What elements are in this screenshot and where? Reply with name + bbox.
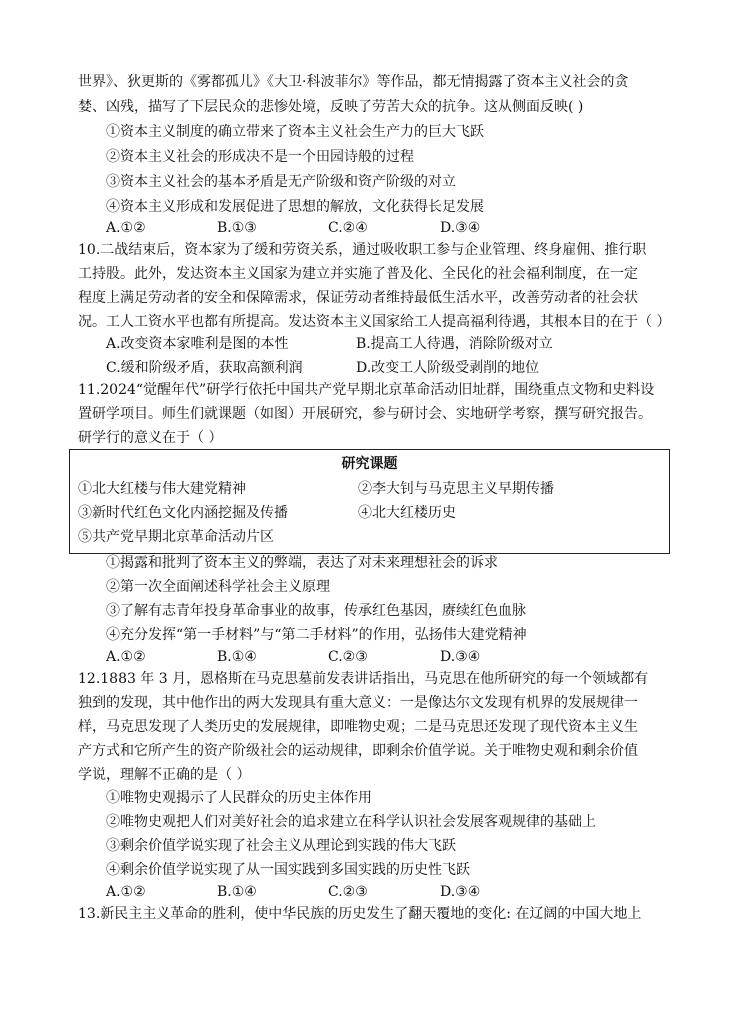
q11-option-a[interactable]: A.①② — [106, 649, 146, 665]
q10-options-row-1 — [106, 334, 666, 354]
q9-item-3: ③资本主义社会的基本矛盾是无产阶级和资产阶级的对立 — [106, 174, 456, 190]
topic-4: ④北大红楼历史 — [358, 505, 456, 521]
research-topics-title: 研究课题 — [341, 456, 398, 472]
q9-option-b[interactable]: B.①③ — [217, 220, 257, 236]
q10-stem-line-1: 10.二战结束后，资本家为了缓和劳资关系，通过吸收职工参与企业管理、终身雇佣、推行职 — [78, 242, 647, 258]
topic-5: ⑤共产党早期北京革命活动片区 — [78, 529, 274, 545]
q11-item-2: ②第一次全面阐述科学社会主义原理 — [106, 579, 330, 595]
q11-item-3: ③了解有志青年投身革命事业的故事，传承红色基因，赓续红色血脉 — [106, 603, 526, 619]
q12-option-c[interactable]: C.②③ — [328, 884, 368, 900]
q11-item-4: ④充分发挥“第一手材料”与“第二手材料”的作用，弘扬伟大建党精神 — [106, 627, 527, 643]
q9-item-4: ④资本主义形成和发展促进了思想的解放，文化获得长足发展 — [106, 199, 484, 215]
q12-option-b[interactable]: B.①④ — [217, 884, 257, 900]
q9-option-c[interactable]: C.②④ — [328, 220, 368, 236]
q10-option-c[interactable]: C.缓和阶级矛盾，获取高额利润 — [106, 360, 303, 376]
q9-option-a[interactable]: A.①② — [106, 220, 146, 236]
q11-stem-line-2: 置研学项目。师生们就课题（如图）开展研究，参与研讨会、实地研学考察，撰写研究报告。 — [78, 406, 652, 422]
q12-item-3: ③剩余价值学说实现了社会主义从理论到实践的伟大飞跃 — [106, 838, 456, 854]
q12-stem-line-1: 12.1883 年 3 月，恩格斯在马克思墓前发表讲话指出，马克思在他所研究的每一个领域都有 — [78, 671, 649, 687]
q12-item-4: ④剩余价值学说实现了从一国实践到多国实践的历史性飞跃 — [106, 862, 470, 878]
q9-item-1: ①资本主义制度的确立带来了资本主义社会生产力的巨大飞跃 — [106, 124, 484, 140]
topic-2: ②李大钊与马克思主义早期传播 — [358, 481, 554, 497]
q11-option-c[interactable]: C.②③ — [328, 649, 368, 665]
q12-item-2: ②唯物史观把人们对美好社会的追求建立在科学认识社会发展客观规律的基础上 — [106, 814, 596, 830]
q12-stem-line-3: 样，马克思发现了人类历史的发展规律，即唯物史观；二是马克思还发现了现代资本主义生 — [78, 719, 638, 735]
q12-option-a[interactable]: A.①② — [106, 884, 146, 900]
q10-stem-line-3: 程度上满足劳动者的安全和保障需求，保证劳动者维持最低生活水平，改善劳动者的社会状 — [78, 290, 638, 306]
q12-stem-line-2: 独到的发现，其中他作出的两大发现具有重大意义：一是像达尔文发现有机界的发展规律一 — [78, 695, 638, 711]
research-topics-table — [69, 449, 670, 554]
q10-option-b[interactable]: B.提高工人待遇，消除阶级对立 — [356, 336, 553, 352]
q12-item-1: ①唯物史观揭示了人民群众的历史主体作用 — [106, 790, 372, 806]
q10-stem-line-4: 况。工人工资水平也都有所提高。发达资本主义国家给工人提高福利待遇，其根本目的在于（ ） — [78, 314, 671, 330]
q12-stem-line-5: 学说，理解不正确的是（ ） — [78, 767, 251, 783]
topic-3: ③新时代红色文化内涵挖掘及传播 — [78, 505, 288, 521]
q10-option-a[interactable]: A.改变资本家唯利是图的本性 — [106, 336, 289, 352]
q9-stem-line-2: 婪、凶残，描写了下层民众的悲惨处境，反映了劳苦大众的抗争。这从侧面反映( ) — [78, 99, 584, 115]
q12-option-d[interactable]: D.③④ — [440, 884, 481, 900]
topic-1: ①北大红楼与伟大建党精神 — [78, 481, 246, 497]
q11-stem-line-3: 研学行的意义在于（ ） — [78, 430, 223, 446]
q10-stem-line-2: 工持股。此外，发达资本主义国家为建立并实施了普及化、全民化的社会福利制度，在一定 — [78, 266, 638, 282]
q11-option-b[interactable]: B.①④ — [217, 649, 257, 665]
q9-stem-line-1: 世界》、狄更斯的《雾都孤儿》《大卫·科波菲尔》等作品，都无情揭露了资本主义社会的贪 — [78, 74, 629, 90]
q11-option-d[interactable]: D.③④ — [440, 649, 481, 665]
q12-stem-line-4: 产方式和它所产生的资产阶级社会的运动规律，即剩余价值学说。关于唯物史观和剩余价值 — [78, 743, 638, 759]
q9-item-2: ②资本主义社会的形成决不是一个田园诗般的过程 — [106, 149, 414, 165]
q13-stem-line-1: 13.新民主主义革命的胜利，使中华民族的历史发生了翻天覆地的变化: 在辽阔的中国大地上 — [78, 906, 642, 922]
q9-options — [106, 218, 666, 238]
q11-stem-line-1: 11.2024“觉醒年代”研学行依托中国共产党早期北京革命活动旧址群，围绕重点文物和史料设 — [78, 382, 655, 398]
q11-item-1: ①揭露和批判了资本主义的弊端，表达了对未来理想社会的诉求 — [106, 555, 498, 571]
q10-option-d[interactable]: D.改变工人阶级受剥削的地位 — [356, 360, 540, 376]
q12-options — [106, 882, 666, 902]
q11-options — [106, 647, 666, 667]
q9-option-d[interactable]: D.③④ — [440, 220, 481, 236]
q10-options-row-2 — [106, 358, 666, 378]
